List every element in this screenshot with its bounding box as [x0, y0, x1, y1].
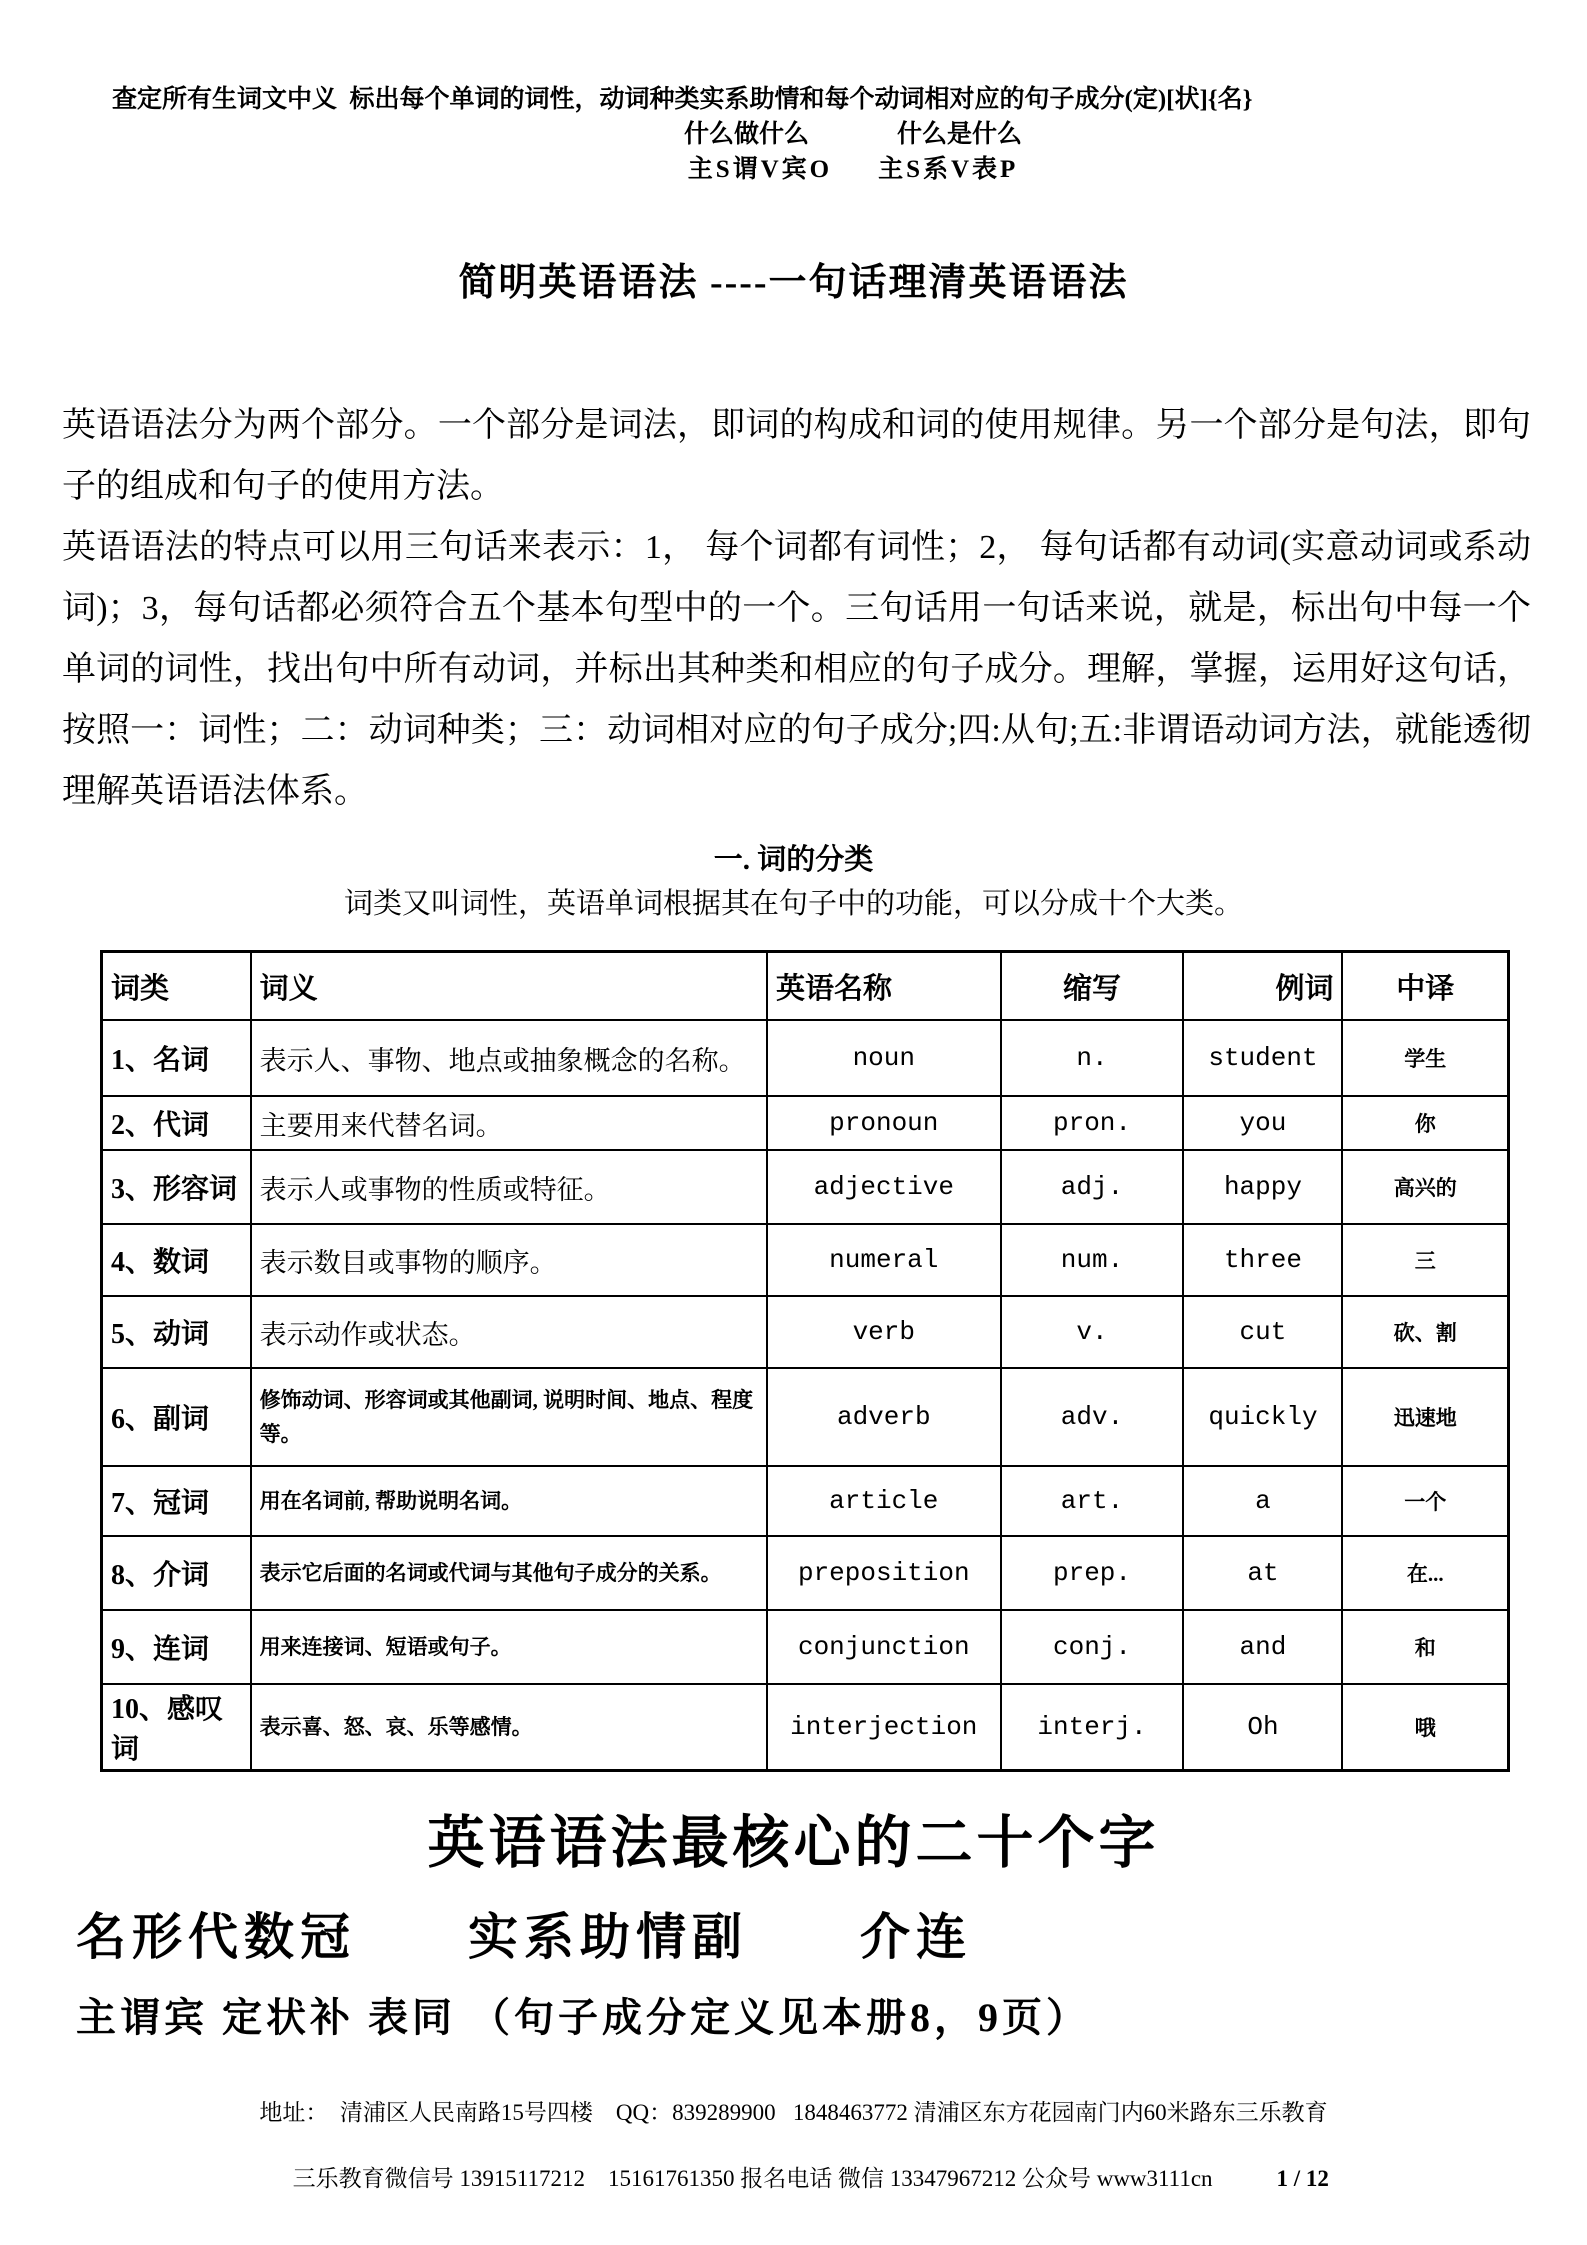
cell-class: 5、动词 [102, 1296, 251, 1368]
cell-meaning: 表示数目或事物的顺序。 [251, 1224, 767, 1296]
table-row [102, 1150, 1509, 1224]
table-row [102, 1020, 1509, 1096]
cell-translation: 你 [1342, 1096, 1508, 1150]
page-number: 1 / 12 [1276, 2166, 1329, 2191]
table-row [102, 1368, 1509, 1466]
table-row [102, 1296, 1509, 1368]
cell-abbr: conj. [1001, 1610, 1184, 1684]
annotation-header [0, 82, 1587, 187]
table-row [102, 1610, 1509, 1684]
annotation-line2 [0, 117, 1587, 152]
cell-translation: 三 [1342, 1224, 1508, 1296]
table-row [102, 1466, 1509, 1536]
cell-example: cut [1183, 1296, 1342, 1368]
header-word-class: 词类 [102, 952, 251, 1021]
cell-abbr: adj. [1001, 1150, 1184, 1224]
cell-example: student [1183, 1020, 1342, 1096]
annotation-line3-right: 主S系V表P [878, 156, 1019, 183]
cell-abbr: prep. [1001, 1536, 1184, 1610]
cell-example: Oh [1183, 1684, 1342, 1771]
cell-english: numeral [767, 1224, 1001, 1296]
header-abbreviation: 缩写 [1001, 952, 1184, 1021]
cell-example: happy [1183, 1150, 1342, 1224]
cell-example: you [1183, 1096, 1342, 1150]
section-subtitle: 词类又叫词性，英语单词根据其在句子中的功能，可以分成十个大类。 [343, 888, 1243, 920]
table-header-row [102, 952, 1509, 1021]
cell-english: noun [767, 1020, 1001, 1096]
header-meaning: 词义 [251, 952, 767, 1021]
table-row [102, 1684, 1509, 1771]
cell-abbr: interj. [1001, 1684, 1184, 1771]
cell-class: 8、介词 [102, 1536, 251, 1610]
cell-meaning: 表示人、事物、地点或抽象概念的名称。 [251, 1020, 767, 1096]
header-example: 例词 [1183, 952, 1342, 1021]
annotation-line3 [0, 152, 1587, 187]
cell-english: preposition [767, 1536, 1001, 1610]
annotation-line1: 查定所有生词文中义 标出每个单词的词性，动词种类实系助情和每个动词相对应的句子成分(定)[状]{名} [112, 86, 1253, 113]
cell-english: adjective [767, 1150, 1001, 1224]
cell-abbr: v. [1001, 1296, 1184, 1368]
cell-abbr: n. [1001, 1020, 1184, 1096]
cell-meaning: 用来连接词、短语或句子。 [251, 1610, 767, 1684]
cell-english: conjunction [767, 1610, 1001, 1684]
intro-paragraphs [62, 395, 1531, 822]
cell-meaning: 用在名词前, 帮助说明名词。 [251, 1466, 767, 1536]
cell-class: 7、冠词 [102, 1466, 251, 1536]
cell-english: article [767, 1466, 1001, 1536]
cell-class: 6、副词 [102, 1368, 251, 1466]
cell-meaning: 主要用来代替名词。 [251, 1096, 767, 1150]
cell-meaning: 表示人或事物的性质或特征。 [251, 1150, 767, 1224]
cell-abbr: num. [1001, 1224, 1184, 1296]
annotation-line2-left: 什么做什么 [683, 121, 809, 148]
table-row [102, 1096, 1509, 1150]
cell-translation: 和 [1342, 1610, 1508, 1684]
cell-translation: 在... [1342, 1536, 1508, 1610]
cell-class: 4、数词 [102, 1224, 251, 1296]
page-footer [0, 2096, 1587, 2228]
cell-example: quickly [1183, 1368, 1342, 1466]
cell-abbr: pron. [1001, 1096, 1184, 1150]
annotation-line3-left: 主S谓V宾O [687, 156, 833, 183]
cell-translation: 哦 [1342, 1684, 1508, 1771]
table-row [102, 1536, 1509, 1610]
cell-translation: 砍、割 [1342, 1296, 1508, 1368]
page-title: 简明英语语法 ----一句话理清英语语法 [458, 262, 1129, 304]
cell-example: three [1183, 1224, 1342, 1296]
cell-class: 10、感叹词 [102, 1684, 251, 1771]
cell-translation: 迅速地 [1342, 1368, 1508, 1466]
paragraph-1: 英语语法分为两个部分。一个部分是词法，即词的构成和词的使用规律。另一个部分是句法，即句子的组成和句子的使用方法。 [62, 407, 1531, 505]
paragraph-2: 英语语法的特点可以用三句话来表示：1， 每个词都有词性；2， 每句话都有动词(实意动词或系动词)；3，每句话都必须符合五个基本句型中的一个。三句话用一句话来说，就是，标出句中每一个单词的词性，找出句中所有动词，并标出其种类和相应的句子成分。理解，掌握，运用好这句话，按照一：词性；二：动词种类；三：动词相对应的句子成分;四:从句;五:非谓语动词方法，就能透彻理解英语语法体系。 [62, 529, 1531, 810]
footer-contact-line [0, 2129, 1587, 2228]
cell-example: a [1183, 1466, 1342, 1536]
cell-class: 9、连词 [102, 1610, 251, 1684]
cell-class: 2、代词 [102, 1096, 251, 1150]
cell-english: interjection [767, 1684, 1001, 1771]
cell-translation: 高兴的 [1342, 1150, 1508, 1224]
cell-class: 1、名词 [102, 1020, 251, 1096]
cell-abbr: adv. [1001, 1368, 1184, 1466]
cell-example: and [1183, 1610, 1342, 1684]
core-headline: 英语语法最核心的二十个字 [427, 1812, 1160, 1875]
cell-meaning: 表示喜、怒、哀、乐等感情。 [251, 1684, 767, 1771]
section-heading: 一. 词的分类 [713, 844, 874, 876]
cell-meaning: 修饰动词、形容词或其他副词, 说明时间、地点、程度等。 [251, 1368, 767, 1466]
annotation-line2-right: 什么是什么 [897, 121, 1023, 148]
header-english-name: 英语名称 [767, 952, 1001, 1021]
cell-english: adverb [767, 1368, 1001, 1466]
cell-meaning: 表示它后面的名词或代词与其他句子成分的关系。 [251, 1536, 767, 1610]
cell-abbr: art. [1001, 1466, 1184, 1536]
footer-address-line: 地址： 清浦区人民南路15号四楼 QQ：839289900 1848463772 清浦区东方花园南门内60米路东三乐教育 [259, 2100, 1328, 2125]
footer-contact-text: 三乐教育微信号 13915117212 15161761350 报名电话 微信 13347967212 公众号 www3111cn [292, 2166, 1213, 2191]
core-sentence-parts: 主谓宾 定状补 表同 （句子成分定义见本册8，9页） [76, 1995, 1090, 2040]
cell-class: 3、形容词 [102, 1150, 251, 1224]
cell-meaning: 表示动作或状态。 [251, 1296, 767, 1368]
cell-translation: 学生 [1342, 1020, 1508, 1096]
cell-english: pronoun [767, 1096, 1001, 1150]
cell-example: at [1183, 1536, 1342, 1610]
header-translation: 中译 [1342, 952, 1508, 1021]
core-twenty-words: 名形代数冠 实系助情副 介连 [76, 1909, 972, 1965]
word-classes-table [100, 950, 1510, 1772]
cell-english: verb [767, 1296, 1001, 1368]
table-row [102, 1224, 1509, 1296]
cell-translation: 一个 [1342, 1466, 1508, 1536]
